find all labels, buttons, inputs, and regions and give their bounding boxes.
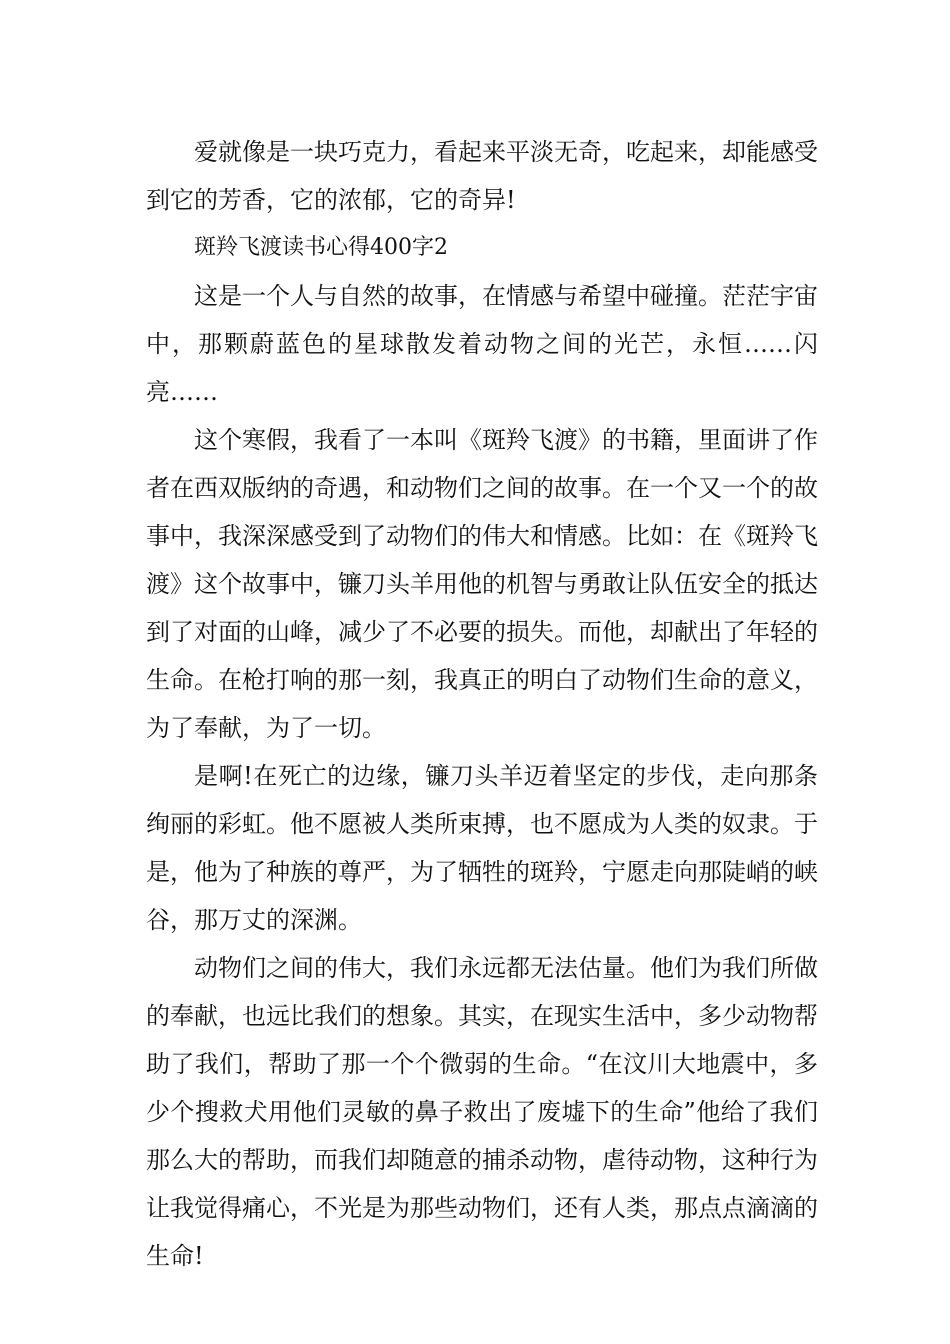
- section-heading: 斑羚飞渡读书心得400字2: [194, 235, 448, 260]
- paragraph-intro: 这是一个人与自然的故事，在情感与希望中碰撞。茫茫宇宙中，那颗蔚蓝色的星球散发着动物之间的光芒，永恒……闪亮……: [146, 282, 818, 406]
- paragraph-love-chocolate: 爱就像是一块巧克力，看起来平淡无奇，吃起来，却能感受到它的芳香，它的浓郁，它的奇异!: [146, 138, 818, 214]
- paragraph-leader-ram: 是啊!在死亡的边缘，镰刀头羊迈着坚定的步伐，走向那条绚丽的彩虹。他不愿被人类所束搏，也不愿成为人类的奴隶。于是，他为了种族的尊严，为了牺牲的斑羚，宁愿走向那陡峭的峡谷，那万丈的深渊。: [146, 762, 818, 934]
- document-body: [146, 128, 818, 1280]
- paragraph-animal-greatness: 动物们之间的伟大，我们永远都无法估量。他们为我们所做的奉献，也远比我们的想象。其实，在现实生活中，多少动物帮助了我们，帮助了那一个个微弱的生命。“在汶川大地震中，多少个搜救犬用他们灵敏的鼻子救出了废墟下的生命”他给了我们那么大的帮助，而我们却随意的捕杀动物，虐待动物，这种行为让我觉得痛心，不光是为那些动物们，还有人类，那点点滴滴的生命!: [146, 954, 818, 1270]
- paragraph-winter-reading: 这个寒假，我看了一本叫《斑羚飞渡》的书籍，里面讲了作者在西双版纳的奇遇，和动物们之间的故事。在一个又一个的故事中，我深深感受到了动物们的伟大和情感。比如：在《斑羚飞渡》这个故事中，镰刀头羊用他的机智与勇敢让队伍安全的抵达到了对面的山峰，减少了不必要的损失。而他，却献出了年轻的生命。在枪打响的那一刻，我真正的明白了动物们生命的意义，为了奉献，为了一切。: [146, 426, 818, 742]
